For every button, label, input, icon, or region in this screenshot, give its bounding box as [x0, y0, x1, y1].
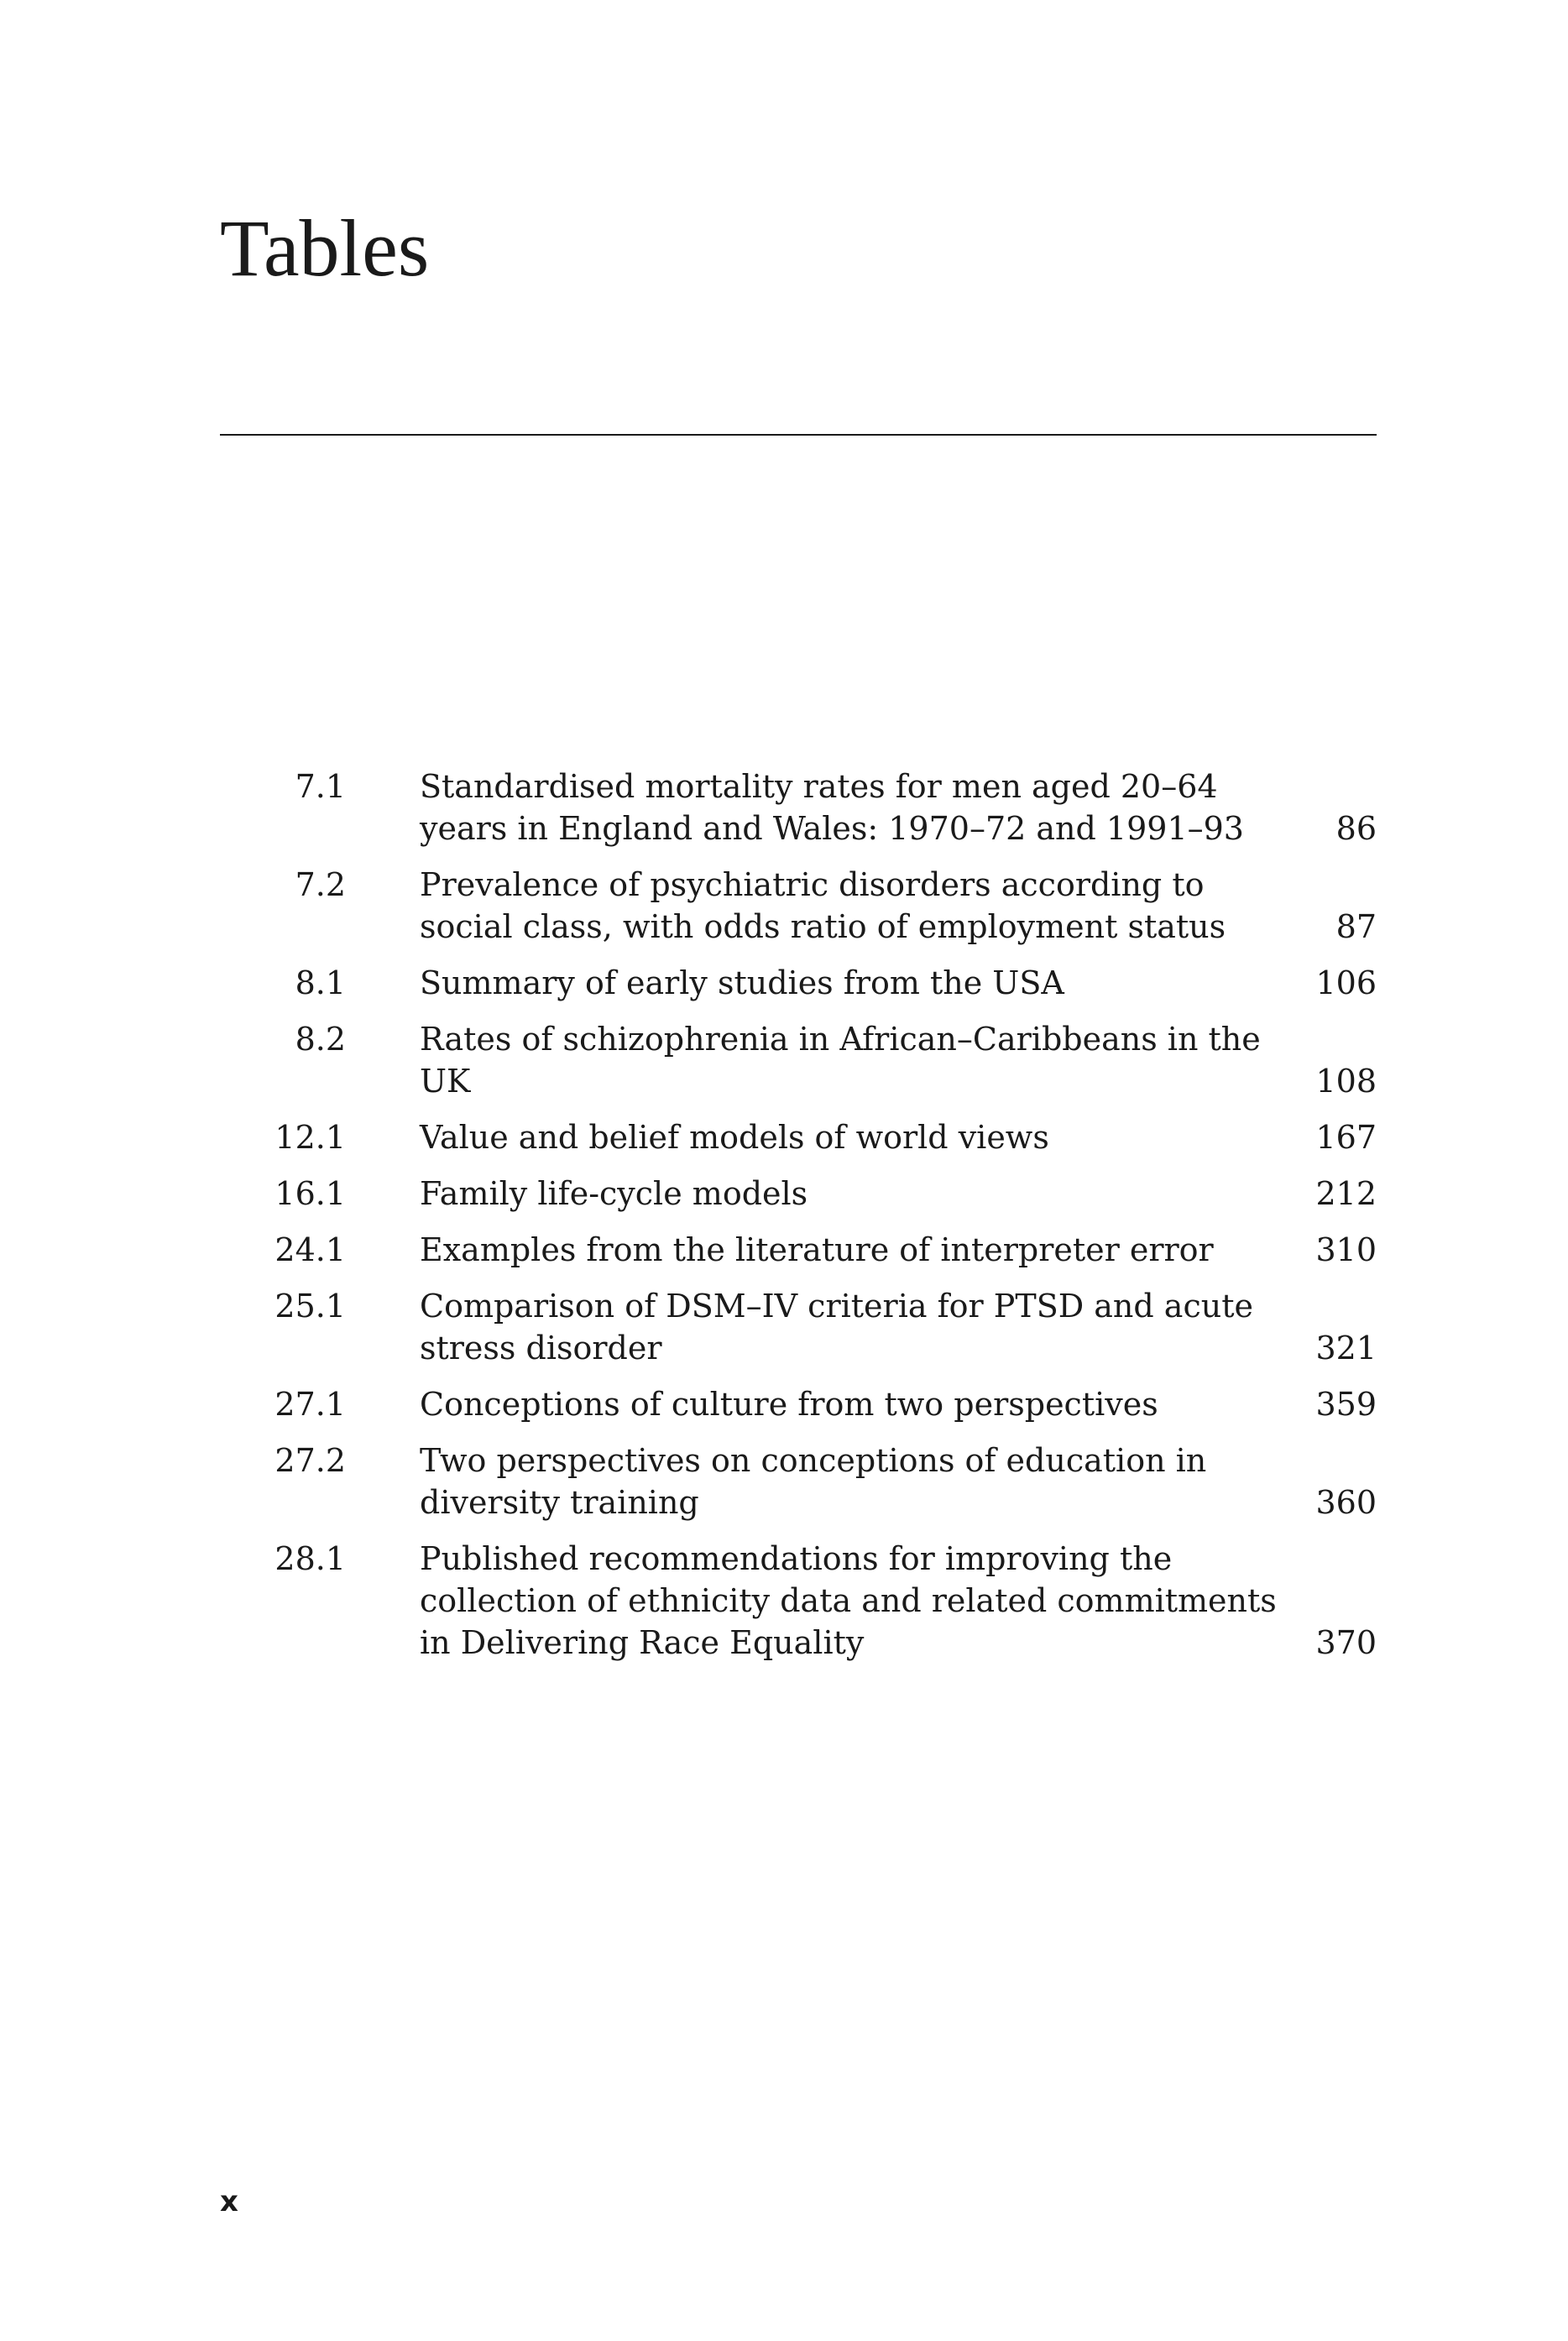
page-reference: 212 [1315, 1175, 1377, 1212]
table-number: 7.1 [295, 768, 346, 805]
table-title: Value and belief models of world views [420, 1119, 1049, 1156]
page-reference: 87 [1335, 908, 1377, 945]
table-title: Prevalence of psychiatric disorders according to social class, with odds ratio of employment status [420, 866, 1226, 945]
page-reference: 360 [1315, 1484, 1377, 1521]
page-reference: 310 [1315, 1231, 1377, 1268]
list-item [220, 1440, 1377, 1523]
table-title: Comparison of DSM–IV criteria for PTSD and acute stress disorder [420, 1288, 1253, 1366]
page-title: Tables [220, 203, 430, 293]
list-item [220, 864, 1377, 948]
page-reference: 106 [1315, 964, 1377, 1001]
table-number: 27.1 [274, 1386, 346, 1423]
table-title: Conceptions of culture from two perspectives [420, 1386, 1158, 1423]
list-item [220, 1173, 1377, 1215]
table-title: Standardised mortality rates for men aged 20–64 years in England and Wales: 1970–72 and 1991–93 [420, 768, 1244, 847]
page-reference: 370 [1315, 1624, 1377, 1661]
list-item [220, 1229, 1377, 1271]
table-title: Family life-cycle models [420, 1175, 808, 1212]
table-number: 7.2 [295, 866, 346, 903]
table-number: 24.1 [274, 1231, 346, 1268]
page-folio: x [220, 2185, 238, 2218]
list-item [220, 1018, 1377, 1102]
table-number: 27.2 [274, 1442, 346, 1479]
list-item [220, 1116, 1377, 1158]
table-number: 12.1 [274, 1119, 346, 1156]
list-item [220, 1538, 1377, 1664]
list-item [220, 1383, 1377, 1425]
table-title: Two perspectives on conceptions of education in diversity training [420, 1442, 1207, 1521]
table-number: 25.1 [274, 1288, 346, 1325]
page-reference: 108 [1315, 1063, 1377, 1100]
table-number: 16.1 [274, 1175, 346, 1212]
page-reference: 86 [1335, 810, 1377, 847]
list-item [220, 1285, 1377, 1369]
table-title: Examples from the literature of interpreter error [420, 1231, 1214, 1268]
tables-list [220, 766, 1377, 1678]
page-reference: 321 [1315, 1330, 1377, 1366]
table-title: Summary of early studies from the USA [420, 964, 1064, 1001]
heading-rule [220, 434, 1377, 436]
table-title: Rates of schizophrenia in African–Caribbeans in the UK [420, 1021, 1261, 1100]
list-item [220, 962, 1377, 1004]
list-item [220, 766, 1377, 849]
page-reference: 359 [1315, 1386, 1377, 1423]
table-title: Published recommendations for improving the collection of ethnicity data and related commitments in Delivering Race Equality [420, 1540, 1277, 1661]
table-number: 28.1 [274, 1540, 346, 1577]
table-number: 8.2 [295, 1021, 346, 1058]
table-number: 8.1 [295, 964, 346, 1001]
page-reference: 167 [1315, 1119, 1377, 1156]
